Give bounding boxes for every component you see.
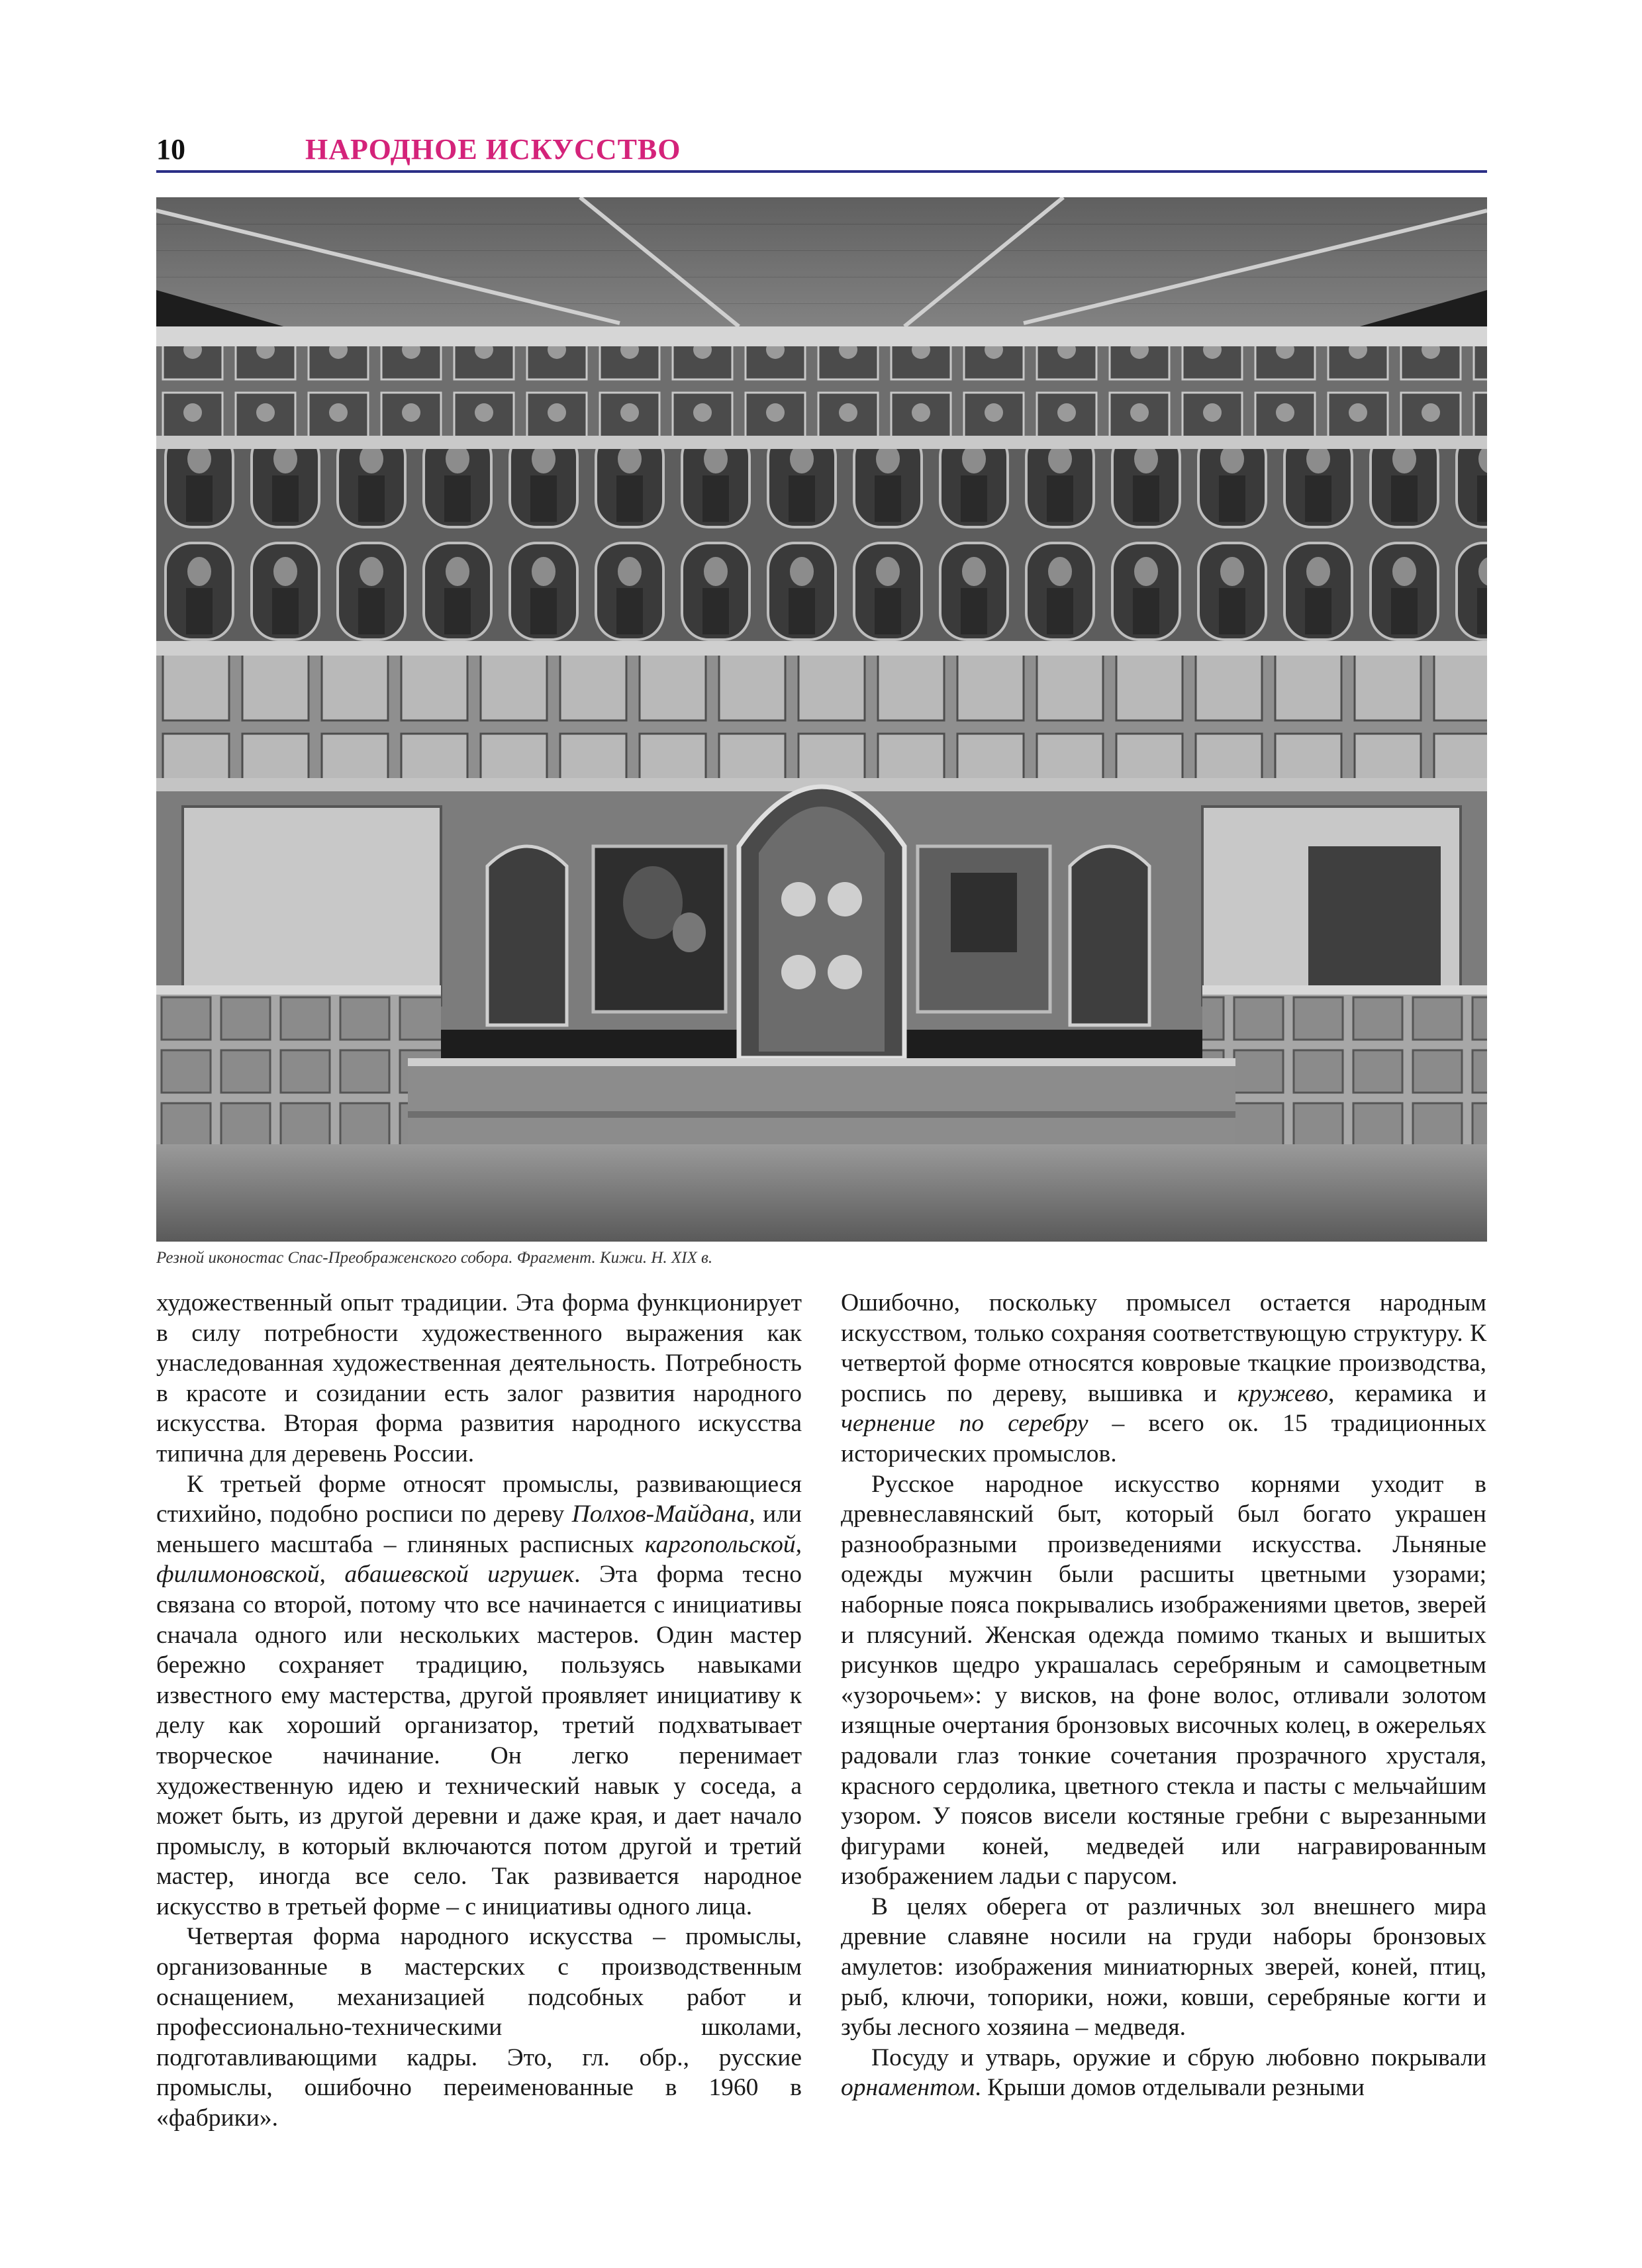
text-run: . Крыши домов отделывали резными [975,2074,1365,2102]
figure-caption: Резной иконостас Спас-Преображенского собора. Фрагмент. Кижи. Н. XIX в. [156,1249,713,1267]
paragraph [156,1469,802,1922]
text-run: – всего ок. 15 традиционных исторических промыслов. [841,1410,1487,1467]
italic-term: Полхов-Майдана, [571,1501,755,1528]
paragraph [841,2043,1486,2103]
paragraph: Четвертая форма народного искусства – промыслы, организованные в мастерских с производственным оснащением, механизацией подсобных работ и профессионально-техническими школами, подготавливающими кадры. Это, гл. обр., русские промыслы, ошибочно переименованные в 1960 в «фабрики». [156,1923,802,2132]
right-column [841,1288,1486,2103]
iconostasis-illustration [156,197,1487,1242]
italic-term: каргопольской, филимоновской, абашевской игрушек [156,1530,802,1589]
italic-term: орнаментом [841,2074,975,2102]
text-run: К третьей форме относят промыслы, развивающиеся стихийно, подобно росписи по дереву [156,1470,802,1528]
paragraph: художественный опыт традиции. Эта форма функционирует в силу потребности художественного выражения как унаследованная художественная деятельность. Потребность в красоте и созидании есть залог развития народного искусства. Вторая форма развития народного искусства типична для деревень России. [156,1289,802,1467]
page-number: 10 [156,133,185,166]
header-rule [156,170,1487,173]
text-run: Ошибочно, поскольку промысел остается народным искусством, только сохраняя соответствующую структуру. К четвертой форме относятся ковровые ткацкие производства, роспись по дереву, вышивка и [841,1289,1486,1407]
text-run: . Эта форма тесно связана со второй, потому что все начинается с инициативы сначала одного или нескольких мастеров. Один мастер бережно сохраняет традицию, пользуясь навыками известного ему мастерства, другой проявляет инициативу к делу как хороший организатор, третий подхватывает творческое начинание. Он легко перенимает художественную идею и технический навык у соседа, а может быть, из другой деревни и даже края, и дает начало промыслу, в который включаются потом другой и третий мастер, иногда все село. Так развивается народное искусство в третьей форме – с инициативы одного лица. [156,1561,802,1920]
italic-term: кружево [1237,1379,1328,1407]
paragraph: В целях оберега от различных зол внешнего мира древние славяне носили на груди наборы бронзовых амулетов: изображения миниатюрных зверей, коней, птиц, рыб, ключи, топорики, ножи, ковши, серебряные когти и зубы лесного хозяина – медведя. [841,1893,1486,2042]
italic-term: чернение по серебру [841,1410,1088,1438]
running-head [156,127,1487,173]
iconostasis-photo [156,197,1487,1242]
left-column [156,1288,802,2134]
paragraph: Русское народное искусство корнями уходит в древнеславянский быт, который был богато украшен разнообразными произведениями искусства. Льняные одежды мужчин были расшиты цветными узорами; наборные пояса покрывались изображениями цветов, зверей и плясуний. Женская одежда помимо тканых и вышитых рисунков щедро украшалась серебряным и самоцветным «узорочьем»: у висков, на фоне волос, отливали золотом изящные очертания бронзовых височных колец, в ожерельях радовали глаз тонкие сочетания прозрачного хрусталя, красного сердолика, цветного стекла и пасты с мельчайшим узором. У поясов висели костяные гребни с вырезанными фигурами коней, медведей или награвированным изображением ладьи с парусом. [841,1470,1486,1891]
text-run: , керамика и [1328,1379,1486,1407]
paragraph [841,1288,1486,1469]
text-run: или меньшего масштаба – глиняных расписных [156,1501,802,1558]
text-run: Посуду и утварь, оружие и сбрую любовно покрывали [871,2044,1486,2071]
section-title: НАРОДНОЕ ИСКУССТВО [305,133,681,166]
